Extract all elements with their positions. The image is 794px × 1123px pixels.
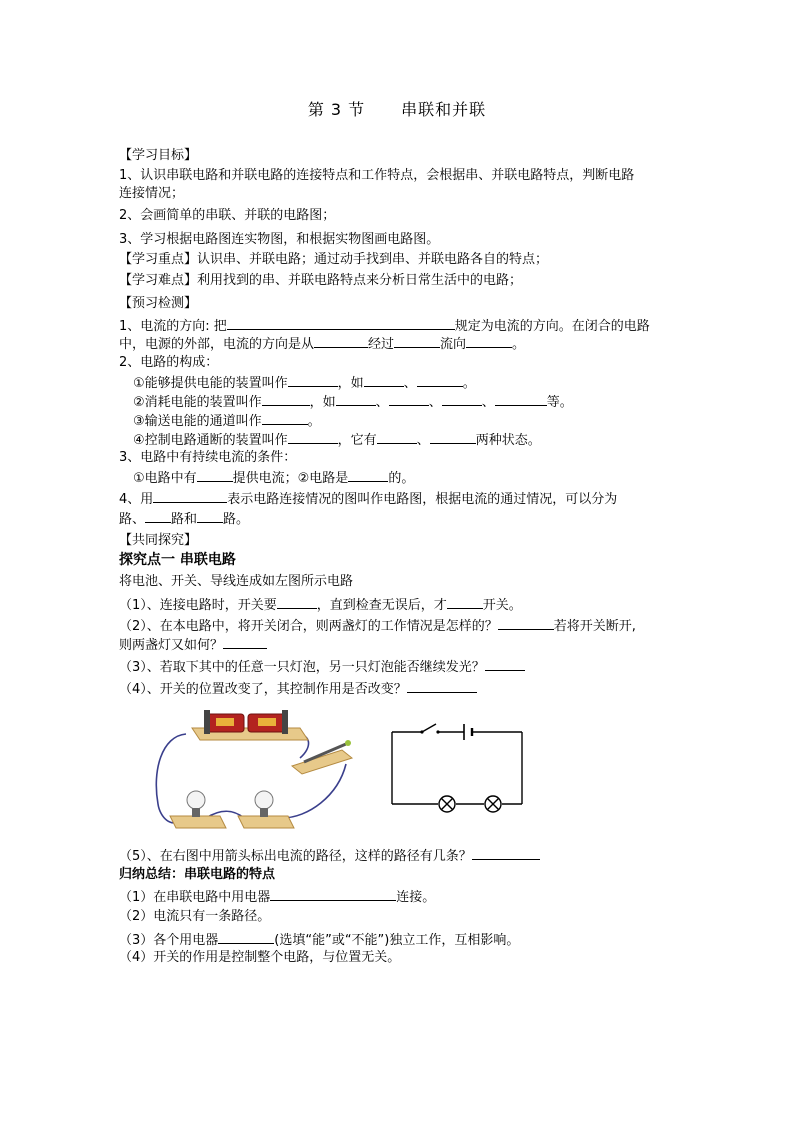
blank-field[interactable] [472,847,540,860]
blank-field[interactable] [348,469,388,482]
q4-text-e: 路。 [223,512,250,527]
q2-4-text-c: 、 [416,433,430,448]
e3-text: （3）、若取下其中的任意一只灯泡，另一只灯泡能否继续发光？ [119,660,485,675]
blank-field[interactable] [495,393,547,406]
explore-point-1: 探究点一 串联电路 [119,552,236,568]
key-tag: 【学习重点】 [119,252,198,267]
preview-q4-line-2 [119,510,249,528]
q2-1-text-b: ，如 [337,376,364,391]
series-circuit-diagram [388,718,528,814]
q4-text-d: 路和 [171,512,198,527]
blank-field[interactable] [227,317,455,330]
q1-text-f: 。 [512,337,526,352]
q4-text-a: 4、用 [119,492,154,507]
e5-text: （5）、在右图中用箭头标出电流的路径，这样的路径有几条？ [119,849,472,864]
q1-text-a: 1、电流的方向: 把 [119,319,227,334]
summary-point-3 [119,931,519,949]
goal-2: 2、会画简单的串联、并联的电路图； [119,208,336,223]
blank-field[interactable] [277,596,317,609]
blank-field[interactable] [218,931,274,944]
q4-text-c: 路、 [119,512,146,527]
summary-point-2: （2）电流只有一条路径。 [119,909,271,924]
q2-4-text-b: ，它有 [337,433,377,448]
blank-field[interactable] [407,680,477,693]
q2-3-text-a: ③输送电能的通道叫作 [133,414,262,429]
explore-q2-line-2 [119,636,267,654]
goal-3: 3、学习根据电路图连实物图，和根据实物图画电路图。 [119,232,440,247]
q1-text-d: 经过 [368,337,395,352]
q1-text-c: 中，电源的外部，电流的方向是从 [119,337,315,352]
explore-heading: 【共同探究】 [119,533,198,548]
q2-1-text-a: ①能够提供电能的装置叫作 [133,376,288,391]
blank-field[interactable] [364,374,404,387]
e4-text: （4）、开关的位置改变了，其控制作用是否改变？ [119,682,407,697]
e2-text-c: 则两盏灯又如何？ [119,638,224,653]
s1-text-b: 连接。 [396,890,436,905]
q2-2-text-e: 、 [481,395,495,410]
e1-text-b: ，直到检查无误后，才 [316,598,447,613]
preview-q4-line-1 [119,490,617,508]
q3-text-b: 提供电流；②电路是 [232,471,349,486]
s3-text-a: （3）各个用电器 [119,933,219,948]
blank-field[interactable] [288,431,338,444]
blank-field[interactable] [153,490,227,503]
blank-field[interactable] [270,888,396,901]
q2-4-text-d: 两种状态。 [475,433,541,448]
q1-text-b: 规定为电流的方向。在闭合的电路 [454,319,650,334]
q3-text-a: ①电路中有 [133,471,197,486]
q4-text-b: 表示电路连接情况的图叫作电路图，根据电流的通过情况，可以分为 [227,492,618,507]
q2-2-text-f: 等。 [546,395,573,410]
e1-text-c: 开关。 [482,598,522,613]
q1-text-e: 流向 [440,337,467,352]
preview-q3: 3、电路中有持续电流的条件： [119,450,297,465]
q2-4-text-a: ④控制电路通断的装置叫作 [133,433,288,448]
blank-field[interactable] [262,412,308,425]
blank-field[interactable] [466,335,512,348]
goal-1-line-2: 连接情况； [119,186,185,201]
preview-q2: 2、电路的构成： [119,355,219,370]
preview-heading: 【预习检测】 [119,296,198,311]
blank-field[interactable] [197,510,223,523]
page-title [0,97,794,120]
preview-q2-1 [133,374,476,392]
e2-text-a: （2）、在本电路中，将开关闭合，则两盏灯的工作情况是怎样的？ [119,619,498,634]
blank-field[interactable] [197,469,233,482]
e1-text-a: （1）、连接电路时，开关要 [119,598,277,613]
q2-1-text-c: 、 [403,376,417,391]
blank-field[interactable] [394,335,440,348]
circuit-photo-illustration [142,700,364,838]
blank-field[interactable] [442,393,482,406]
difficult-points [119,273,522,289]
summary-point-1 [119,888,435,906]
key-points [119,252,548,268]
blank-field[interactable] [417,374,463,387]
preview-q1-line-1 [119,317,650,335]
preview-q2-4 [133,431,541,449]
explore-q3 [119,658,525,676]
explore-q5 [119,847,540,865]
difficulty-text: 利用找到的串、并联电路特点来分析日常生活中的电路； [197,273,523,288]
preview-q2-3 [133,412,321,430]
goals-heading: 【学习目标】 [119,148,198,163]
q2-2-text-d: 、 [428,395,442,410]
blank-field[interactable] [223,636,267,649]
blank-field[interactable] [377,431,417,444]
blank-field[interactable] [389,393,429,406]
blank-field[interactable] [498,617,554,630]
q2-1-text-d: 。 [462,376,476,391]
s3-text-b: (选填“能”或“不能”)独立工作，互相影响。 [274,933,520,948]
goal-1-line-1: 1、认识串联电路和并联电路的连接特点和工作特点，会根据串、并联电路特点，判断电路 [119,168,635,183]
explore-intro: 将电池、开关、导线连成如左图所示电路 [119,574,354,589]
e2-text-b: 若将开关断开, [553,619,636,634]
preview-q1-line-2 [119,335,525,353]
blank-field[interactable] [430,431,476,444]
q2-3-text-b: 。 [307,414,321,429]
blank-field[interactable] [447,596,483,609]
q2-2-text-b: ，如 [309,395,336,410]
blank-field[interactable] [262,393,310,406]
q2-2-text-a: ②消耗电能的装置叫作 [133,395,262,410]
preview-q2-2 [133,393,573,411]
section-number: 第 3 节 [307,100,366,119]
q3-text-c: 的。 [388,471,415,486]
blank-field[interactable] [145,510,171,523]
summary-point-4: （4）开关的作用是控制整个电路，与位置无关。 [119,950,401,965]
s1-text-a: （1）在串联电路中用电器 [119,890,271,905]
blank-field[interactable] [485,658,525,671]
blank-field[interactable] [288,374,338,387]
blank-field[interactable] [314,335,368,348]
summary-heading: 归纳总结：串联电路的特点 [119,867,276,882]
preview-q3-conditions [133,469,414,487]
section-title: 串联和并联 [401,100,487,119]
explore-q4 [119,680,477,698]
explore-q1 [119,596,522,614]
difficulty-tag: 【学习难点】 [119,273,198,288]
key-text: 认识串、并联电路；通过动手找到串、并联电路各自的特点； [197,252,549,267]
q2-2-text-c: 、 [375,395,389,410]
blank-field[interactable] [336,393,376,406]
explore-q2-line-1 [119,617,636,635]
